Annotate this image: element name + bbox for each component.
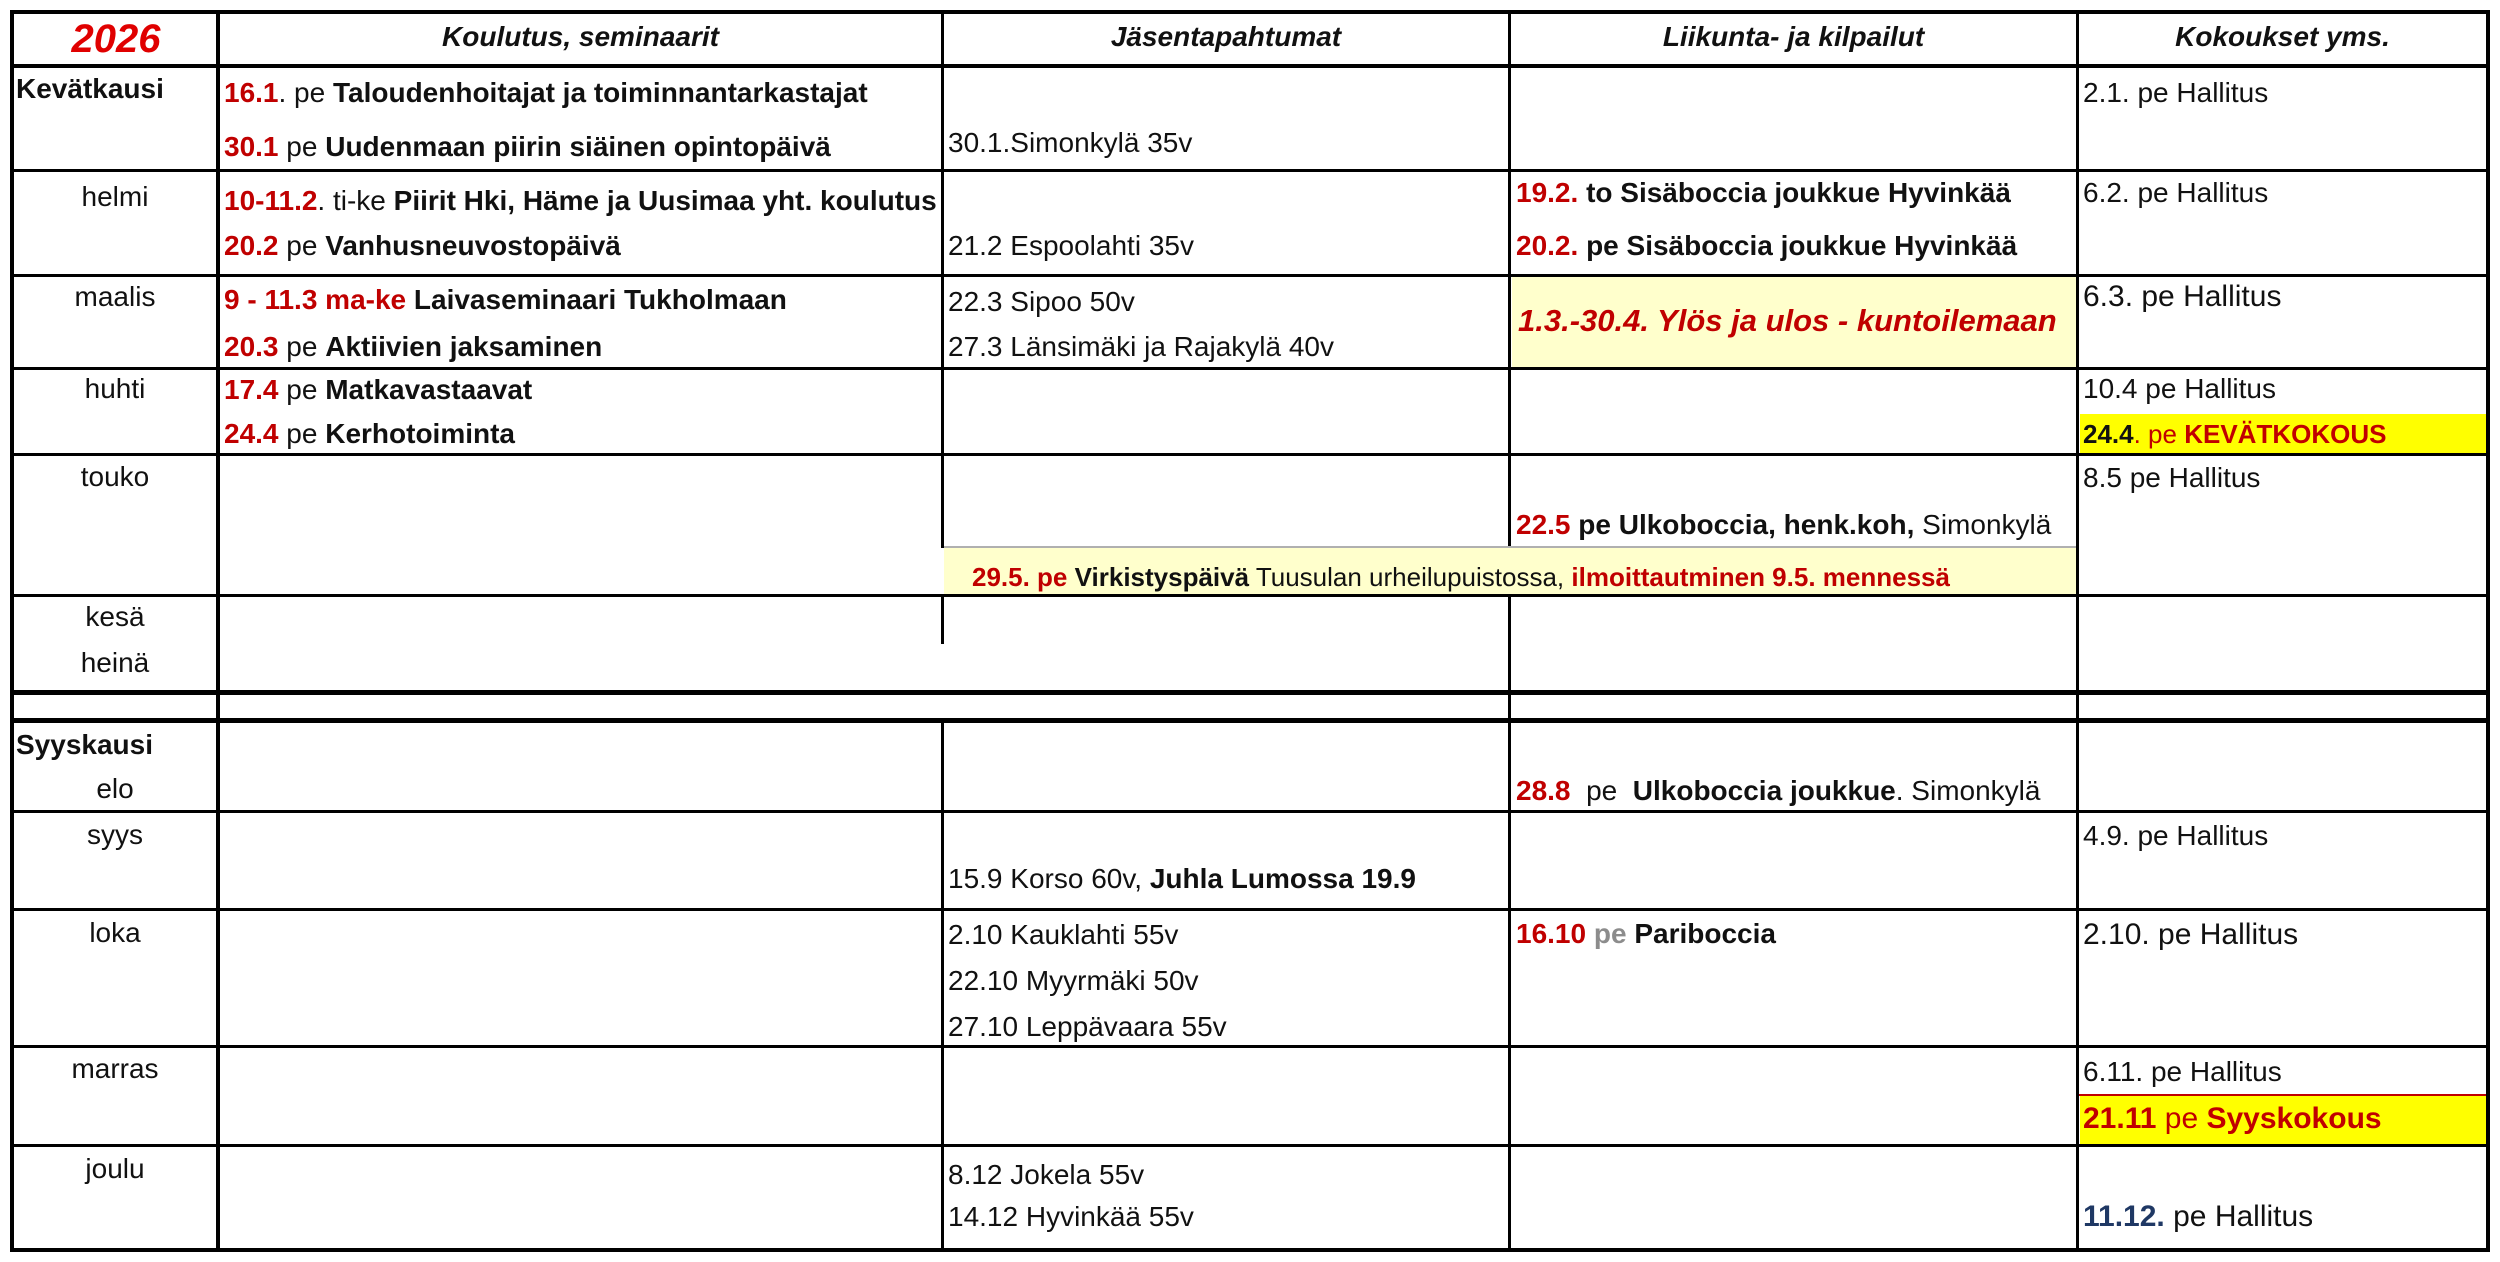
month-label: kesä bbox=[85, 601, 145, 632]
event-day: . pe bbox=[278, 77, 326, 108]
event-place: Tuusulan urheilupuistossa, bbox=[1255, 562, 1565, 592]
member-event: 21.2 Espoolahti 35v bbox=[948, 230, 1194, 261]
member-event-recreation-day bbox=[972, 560, 1950, 594]
grid-line bbox=[944, 546, 2076, 548]
grid-line bbox=[10, 1144, 2490, 1147]
grid-line bbox=[2076, 1094, 2490, 1096]
event-date: 29.5. pe bbox=[972, 562, 1068, 592]
event-date: 9 - 11.3 ma-ke bbox=[224, 284, 407, 315]
training-event bbox=[224, 417, 515, 451]
meeting-item: 2.1. pe Hallitus bbox=[2083, 77, 2269, 108]
grid-line bbox=[10, 169, 2490, 172]
event-date: 20.2 bbox=[224, 230, 279, 261]
event-title: Uudenmaan piirin siäinen opintopäivä bbox=[325, 131, 831, 162]
event-title: Laivaseminaari Tukholmaan bbox=[413, 284, 787, 315]
month-label: heinä bbox=[80, 647, 150, 678]
column-header-sports: Liikunta- ja kilpailut bbox=[1662, 21, 1925, 52]
training-event bbox=[224, 184, 937, 218]
grid-line bbox=[10, 64, 2490, 68]
year-label: 2026 bbox=[71, 17, 161, 61]
event-place: Simonkylä bbox=[1922, 509, 2052, 540]
event-day: pe bbox=[1586, 775, 1618, 806]
event-title: Aktiivien jaksaminen bbox=[325, 331, 603, 362]
meeting-item-spring-meeting bbox=[2083, 417, 2386, 451]
meeting-item: 6.2. pe Hallitus bbox=[2083, 177, 2269, 208]
training-event bbox=[224, 229, 621, 263]
sports-event bbox=[1516, 229, 2017, 263]
meeting-item-autumn-meeting bbox=[2083, 1102, 2382, 1136]
grid-line bbox=[10, 10, 2490, 14]
grid-line bbox=[10, 810, 2490, 813]
grid-line bbox=[2486, 10, 2490, 1252]
month-label: syys bbox=[87, 819, 143, 850]
event-date: 24.4 bbox=[2083, 419, 2134, 449]
event-title: Matkavastaavat bbox=[325, 374, 533, 405]
training-event bbox=[224, 283, 787, 317]
event-title: Taloudenhoitajat ja toiminnantarkastajat bbox=[332, 77, 868, 108]
event-day: pe bbox=[286, 131, 318, 162]
grid-line bbox=[10, 594, 2490, 597]
member-event: 27.3 Länsimäki ja Rajakylä 40v bbox=[948, 331, 1334, 362]
grid-line bbox=[10, 1045, 2490, 1048]
event-date: 22.5 bbox=[1516, 509, 1571, 540]
column-header-member-events: Jäsentapahtumat bbox=[1110, 21, 1342, 52]
sports-event bbox=[1516, 774, 2040, 808]
month-label: helmi bbox=[81, 181, 149, 212]
training-event bbox=[224, 76, 868, 110]
event-title: pe Hallitus bbox=[2173, 1200, 2314, 1233]
event-day: . pe bbox=[2133, 419, 2177, 449]
month-label: huhti bbox=[84, 373, 146, 404]
meeting-item: 4.9. pe Hallitus bbox=[2083, 820, 2269, 851]
event-title: KEVÄTKOKOUS bbox=[2184, 419, 2387, 449]
sports-event bbox=[1516, 508, 2051, 542]
grid-line bbox=[1508, 594, 1511, 1252]
event-day: pe bbox=[286, 230, 318, 261]
grid-line bbox=[10, 908, 2490, 911]
member-event: 22.10 Myyrmäki 50v bbox=[948, 965, 1199, 996]
event-date: 11.12. bbox=[2083, 1200, 2165, 1233]
grid-line bbox=[941, 10, 944, 548]
month-label: touko bbox=[80, 461, 150, 492]
event-date: 16.1 bbox=[224, 77, 279, 108]
meeting-item: 6.11. pe Hallitus bbox=[2083, 1056, 2282, 1087]
sports-event bbox=[1516, 917, 1776, 951]
grid-line bbox=[10, 1248, 2490, 1252]
event-date: 16.10 bbox=[1516, 918, 1587, 949]
grid-line bbox=[1508, 10, 1511, 546]
event-text: 15.9 Korso 60v, bbox=[948, 863, 1143, 894]
event-day: pe bbox=[286, 331, 318, 362]
member-event: 22.3 Sipoo 50v bbox=[948, 286, 1135, 317]
training-event bbox=[224, 373, 532, 407]
grid-line bbox=[10, 367, 2490, 370]
member-event: 2.10 Kauklahti 55v bbox=[948, 919, 1179, 950]
sports-event bbox=[1516, 176, 2011, 210]
meeting-item: 8.5 pe Hallitus bbox=[2083, 462, 2261, 493]
event-signup: ilmoittautminen 9.5. mennessä bbox=[1571, 562, 1950, 592]
event-date: 21.11 bbox=[2083, 1102, 2157, 1135]
event-day: pe bbox=[2164, 1102, 2199, 1135]
grid-line bbox=[941, 594, 944, 644]
meeting-item bbox=[2083, 1200, 2313, 1234]
event-title: Ulkoboccia joukkue bbox=[1632, 775, 1896, 806]
event-title: Juhla Lumossa 19.9 bbox=[1149, 863, 1416, 894]
meeting-item: 10.4 pe Hallitus bbox=[2083, 373, 2277, 404]
member-event: 14.12 Hyvinkää 55v bbox=[948, 1201, 1194, 1232]
sports-campaign: 1.3.-30.4. Ylös ja ulos - kuntoilemaan bbox=[1518, 303, 2057, 338]
event-day: pe bbox=[286, 418, 318, 449]
month-label: loka bbox=[89, 917, 141, 948]
event-title: Piirit Hki, Häme ja Uusimaa yht. koulutus bbox=[393, 185, 937, 216]
grid-line bbox=[10, 453, 2490, 456]
event-title: Pariboccia bbox=[1634, 918, 1776, 949]
event-title: to Sisäboccia joukkue Hyvinkää bbox=[1586, 177, 2011, 208]
month-label: elo bbox=[96, 773, 134, 804]
event-date: 19.2. bbox=[1516, 177, 1579, 208]
month-label: maalis bbox=[74, 281, 156, 312]
column-header-training: Koulutus, seminaarit bbox=[442, 21, 719, 52]
event-place: . Simonkylä bbox=[1895, 775, 2041, 806]
season-label-autumn: Syyskausi bbox=[16, 729, 153, 760]
event-date: 20.2. bbox=[1516, 230, 1579, 261]
grid-line bbox=[941, 720, 944, 1252]
event-title: Syyskokous bbox=[2206, 1102, 2382, 1135]
grid-line bbox=[10, 274, 2490, 277]
grid-line bbox=[2076, 10, 2079, 1252]
event-title: pe Ulkoboccia, henk.koh, bbox=[1578, 509, 1915, 540]
member-event: 27.10 Leppävaara 55v bbox=[948, 1011, 1227, 1042]
column-header-meetings: Kokoukset yms. bbox=[2175, 21, 2390, 52]
event-title: Kerhotoiminta bbox=[325, 418, 515, 449]
training-event bbox=[224, 330, 602, 364]
member-event: 8.12 Jokela 55v bbox=[948, 1159, 1145, 1190]
member-event: 30.1.Simonkylä 35v bbox=[948, 127, 1193, 158]
event-day: . ti-ke bbox=[317, 185, 386, 216]
meeting-item: 2.10. pe Hallitus bbox=[2083, 918, 2299, 951]
event-date: 17.4 bbox=[224, 374, 279, 405]
meeting-item: 6.3. pe Hallitus bbox=[2083, 280, 2282, 313]
event-date: 20.3 bbox=[224, 331, 279, 362]
event-title: Vanhusneuvostopäivä bbox=[325, 230, 621, 261]
season-label-spring: Kevätkausi bbox=[16, 73, 164, 104]
event-day: pe bbox=[1593, 918, 1627, 949]
event-date: 24.4 bbox=[224, 418, 279, 449]
month-label: marras bbox=[71, 1053, 159, 1084]
member-event bbox=[948, 862, 1416, 896]
grid-line bbox=[10, 718, 2490, 723]
month-label: joulu bbox=[85, 1153, 145, 1184]
event-date: 10-11.2 bbox=[224, 185, 318, 216]
event-title: pe Sisäboccia joukkue Hyvinkää bbox=[1586, 230, 2018, 261]
event-date: 28.8 bbox=[1516, 775, 1571, 806]
event-title: Virkistyspäivä bbox=[1074, 562, 1250, 592]
event-day: pe bbox=[286, 374, 318, 405]
grid-line bbox=[10, 690, 2490, 695]
event-date: 30.1 bbox=[224, 131, 279, 162]
training-event bbox=[224, 130, 831, 164]
